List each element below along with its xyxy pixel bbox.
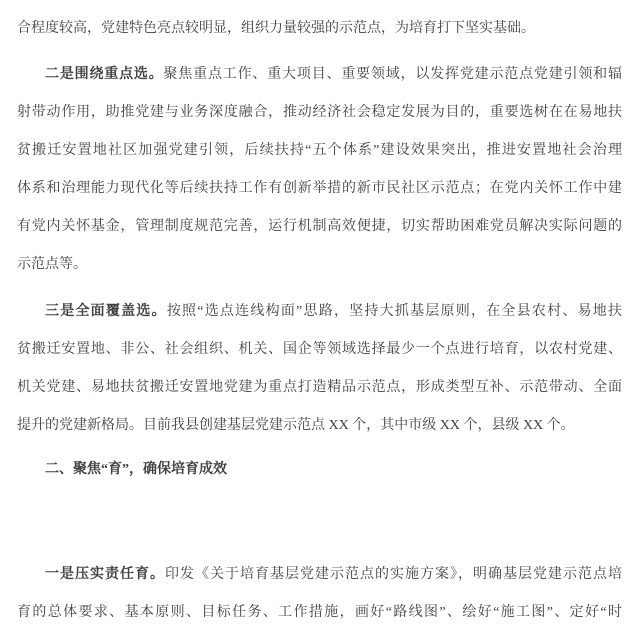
heading-text: 二、聚焦“育”，确保培育成效 <box>45 462 227 477</box>
text-line <box>17 56 622 94</box>
text-line <box>17 369 622 407</box>
line-lead-bold: 一是压实责任育。 <box>45 567 165 582</box>
line-text: 射带动作用，助推党建与业务深度融合，推动经济社会稳定发展为目的，重要选树在在易地扶 <box>17 105 622 120</box>
line-text: 贫搬迁安置地、非公、社会组织、机关、国企等领域选择最少一个点进行培育，以农村党建、 <box>17 342 622 357</box>
line-text: 聚焦重点工作、重大项目、重要领域，以发挥党建示范点党建引领和辐 <box>163 67 622 82</box>
text-line <box>17 94 622 132</box>
line-text: 贫搬迁安置地社区加强党建引领，后续扶持“五个体系”建设效果突出，推进安置地社会治理 <box>17 143 622 158</box>
line-lead-bold: 二是围绕重点选。 <box>45 67 164 82</box>
line-text: 提升的党建新格局。目前我县创建基层党建示范点 XX 个，其中市级 XX 个，县级 XX 个。 <box>17 418 575 433</box>
text-line <box>17 10 622 48</box>
text-line <box>17 407 622 445</box>
line-text: 示范点等。 <box>17 257 87 272</box>
line-text: 体系和治理能力现代化等后续扶持工作有创新举措的新市民社区示范点；在党内关怀工作中建 <box>17 181 622 196</box>
line-text: 合程度较高，党建特色亮点较明显，组织力量较强的示范点，为培育打下坚实基础。 <box>17 21 535 36</box>
text-line <box>17 132 622 170</box>
line-text: 印发《关于培育基层党建示范点的实施方案》，明确基层党建示范点培 <box>165 567 622 582</box>
text-line <box>17 594 622 632</box>
line-text: 有党内关怀基金，管理制度规范完善，运行机制高效便捷，切实帮助困难党员解决实际问题的 <box>17 219 622 234</box>
line-lead-bold: 三是全面覆盖选。 <box>45 304 167 319</box>
line-text: 育的总体要求、基本原则、目标任务、工作措施，画好“路线图”、绘好“施工图”、定好“时 <box>17 605 622 620</box>
text-line <box>17 556 622 594</box>
text-line <box>17 208 622 246</box>
text-line <box>17 331 622 369</box>
section-heading <box>17 451 622 489</box>
line-text: 机关党建、易地扶贫搬迁安置地党建为重点打造精品示范点，形成类型互补、示范带动、全面 <box>17 380 622 395</box>
text-line <box>17 246 622 284</box>
text-line <box>17 293 622 331</box>
line-text: 按照“选点连线构面”思路，坚持大抓基层原则，在全县农村、易地扶 <box>166 304 622 319</box>
text-line <box>17 170 622 208</box>
